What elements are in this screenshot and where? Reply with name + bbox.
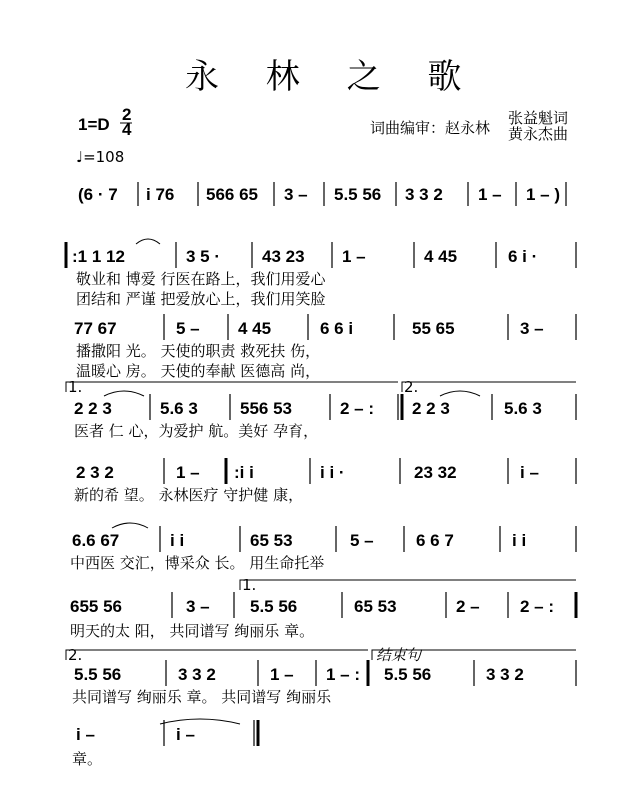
- volta-bracket: [240, 580, 576, 590]
- intro-measure: (6 · 7: [78, 185, 118, 204]
- song-title: 永 林 之 歌: [185, 57, 480, 97]
- lyric-line-2: 温暖心 房。 天使的奉献 医德高 尚，: [76, 362, 321, 380]
- measure: 5.5 56: [250, 597, 298, 616]
- measure: 2 –: [456, 597, 480, 616]
- measure: i i ·: [320, 463, 345, 482]
- measure: i i: [512, 531, 527, 550]
- measure: 5.6 3: [504, 399, 542, 418]
- slur: [112, 523, 148, 528]
- measure: 4 45: [238, 319, 272, 338]
- key-signature: 1=D: [78, 115, 110, 134]
- measure: 3 –: [186, 597, 210, 616]
- intro-measure: 5.5 56: [334, 185, 382, 204]
- measure: 43 23: [262, 247, 305, 266]
- measure: 4 45: [424, 247, 458, 266]
- measure: 55 65: [412, 319, 455, 338]
- tie: [160, 719, 240, 724]
- measure: 556 53: [240, 399, 292, 418]
- measure: 2 3 2: [76, 463, 114, 482]
- intro-measure: 1 – ): [526, 185, 561, 204]
- measure: 6 6 7: [416, 531, 454, 550]
- measure: 5.5 56: [74, 665, 122, 684]
- score-row-1: [66, 239, 576, 308]
- lyric-line-2: 团结和 严谨 把爱放心上，我们用笑脸: [76, 290, 326, 308]
- measure: 1 –: [270, 665, 294, 684]
- time-signature-bottom: 4: [122, 120, 132, 139]
- tempo-marking: ♩=108: [76, 148, 125, 166]
- volta-second-ending: 2.: [404, 378, 419, 396]
- measure: 1 –: [342, 247, 366, 266]
- measure: i –: [520, 463, 539, 482]
- slur: [136, 239, 160, 244]
- measure: 2 2 3: [412, 399, 450, 418]
- composer-credit: 黄永杰曲: [508, 125, 569, 143]
- measure: 3 5 ·: [186, 247, 221, 266]
- measure: i i: [170, 531, 185, 550]
- volta-first-ending: 1.: [242, 576, 257, 594]
- measure: 2 2 3: [74, 399, 112, 418]
- measure: 1 –: [176, 463, 200, 482]
- score-row-2: [74, 314, 576, 380]
- measure: 65 53: [250, 531, 293, 550]
- measure: 5.6 3: [160, 399, 198, 418]
- measure: 2 – :: [520, 597, 555, 616]
- measure: 2 – :: [340, 399, 375, 418]
- measure: 3 3 2: [486, 665, 524, 684]
- measure: 3 3 2: [178, 665, 216, 684]
- arranger-credit: 词曲编审：赵永林: [370, 119, 491, 137]
- volta-first-ending: 1.: [68, 378, 83, 396]
- score-row-4: [74, 458, 576, 504]
- lyric-line-1: 播撒阳 光。 天使的职责 救死扶 伤，: [76, 342, 321, 360]
- measure: 6.6 67: [72, 531, 120, 550]
- slur: [440, 391, 480, 396]
- lyric-line-1: 敬业和 博爱 行医在路上，我们用爱心: [76, 270, 326, 288]
- lyric-line-1: 共同谱写 绚丽乐 章。 共同谱写 绚丽乐: [72, 688, 332, 706]
- measure: 6 i ·: [508, 247, 538, 266]
- measure: i –: [76, 725, 95, 744]
- measure: 77 67: [74, 319, 117, 338]
- time-signature-top: 2: [122, 105, 132, 124]
- slur: [104, 391, 144, 396]
- score-row-7: [66, 646, 576, 706]
- lyricist-credit: 张益魁词: [508, 109, 569, 127]
- score-row-5: [70, 523, 576, 572]
- coda-label: 结束句: [376, 646, 422, 664]
- measure: 65 53: [354, 597, 397, 616]
- volta-second-ending: 2.: [68, 646, 83, 664]
- measure: 655 56: [70, 597, 122, 616]
- measure: 5 –: [176, 319, 200, 338]
- score-row-3: [74, 391, 576, 440]
- measure: 23 32: [414, 463, 457, 482]
- intro-measure: 566 65: [206, 185, 258, 204]
- volta-brackets: [66, 378, 576, 396]
- volta-bracket: [66, 650, 368, 660]
- measure: :1 1 12: [72, 247, 125, 266]
- measure: i –: [176, 725, 195, 744]
- score-row-6: [70, 576, 576, 640]
- intro-measure: 1 –: [478, 185, 502, 204]
- lyric-line-1: 明天的太 阳， 共同谱写 绚丽乐 章。: [70, 622, 315, 640]
- lyric-line-1: 医者 仁 心，为爱护 航。美好 孕育，: [74, 422, 319, 440]
- lyric-line-1: 新的希 望。 永林医疗 守护健 康，: [74, 486, 304, 504]
- measure: 5 –: [350, 531, 374, 550]
- lyric-line-1: 中西医 交汇，博采众 长。 用生命托举: [70, 554, 325, 572]
- lyric-line-1: 章。: [72, 750, 103, 768]
- intro-measure: i 76: [146, 185, 175, 204]
- measure: 1 – :: [326, 665, 361, 684]
- intro-line: [78, 182, 566, 206]
- intro-measure: 3 –: [284, 185, 308, 204]
- measure: 3 –: [520, 319, 544, 338]
- intro-measure: 3 3 2: [405, 185, 443, 204]
- measure: 6 6 i: [320, 319, 354, 338]
- measure: :i i: [234, 463, 254, 482]
- score-row-8: [72, 719, 258, 768]
- measure: 5.5 56: [384, 665, 432, 684]
